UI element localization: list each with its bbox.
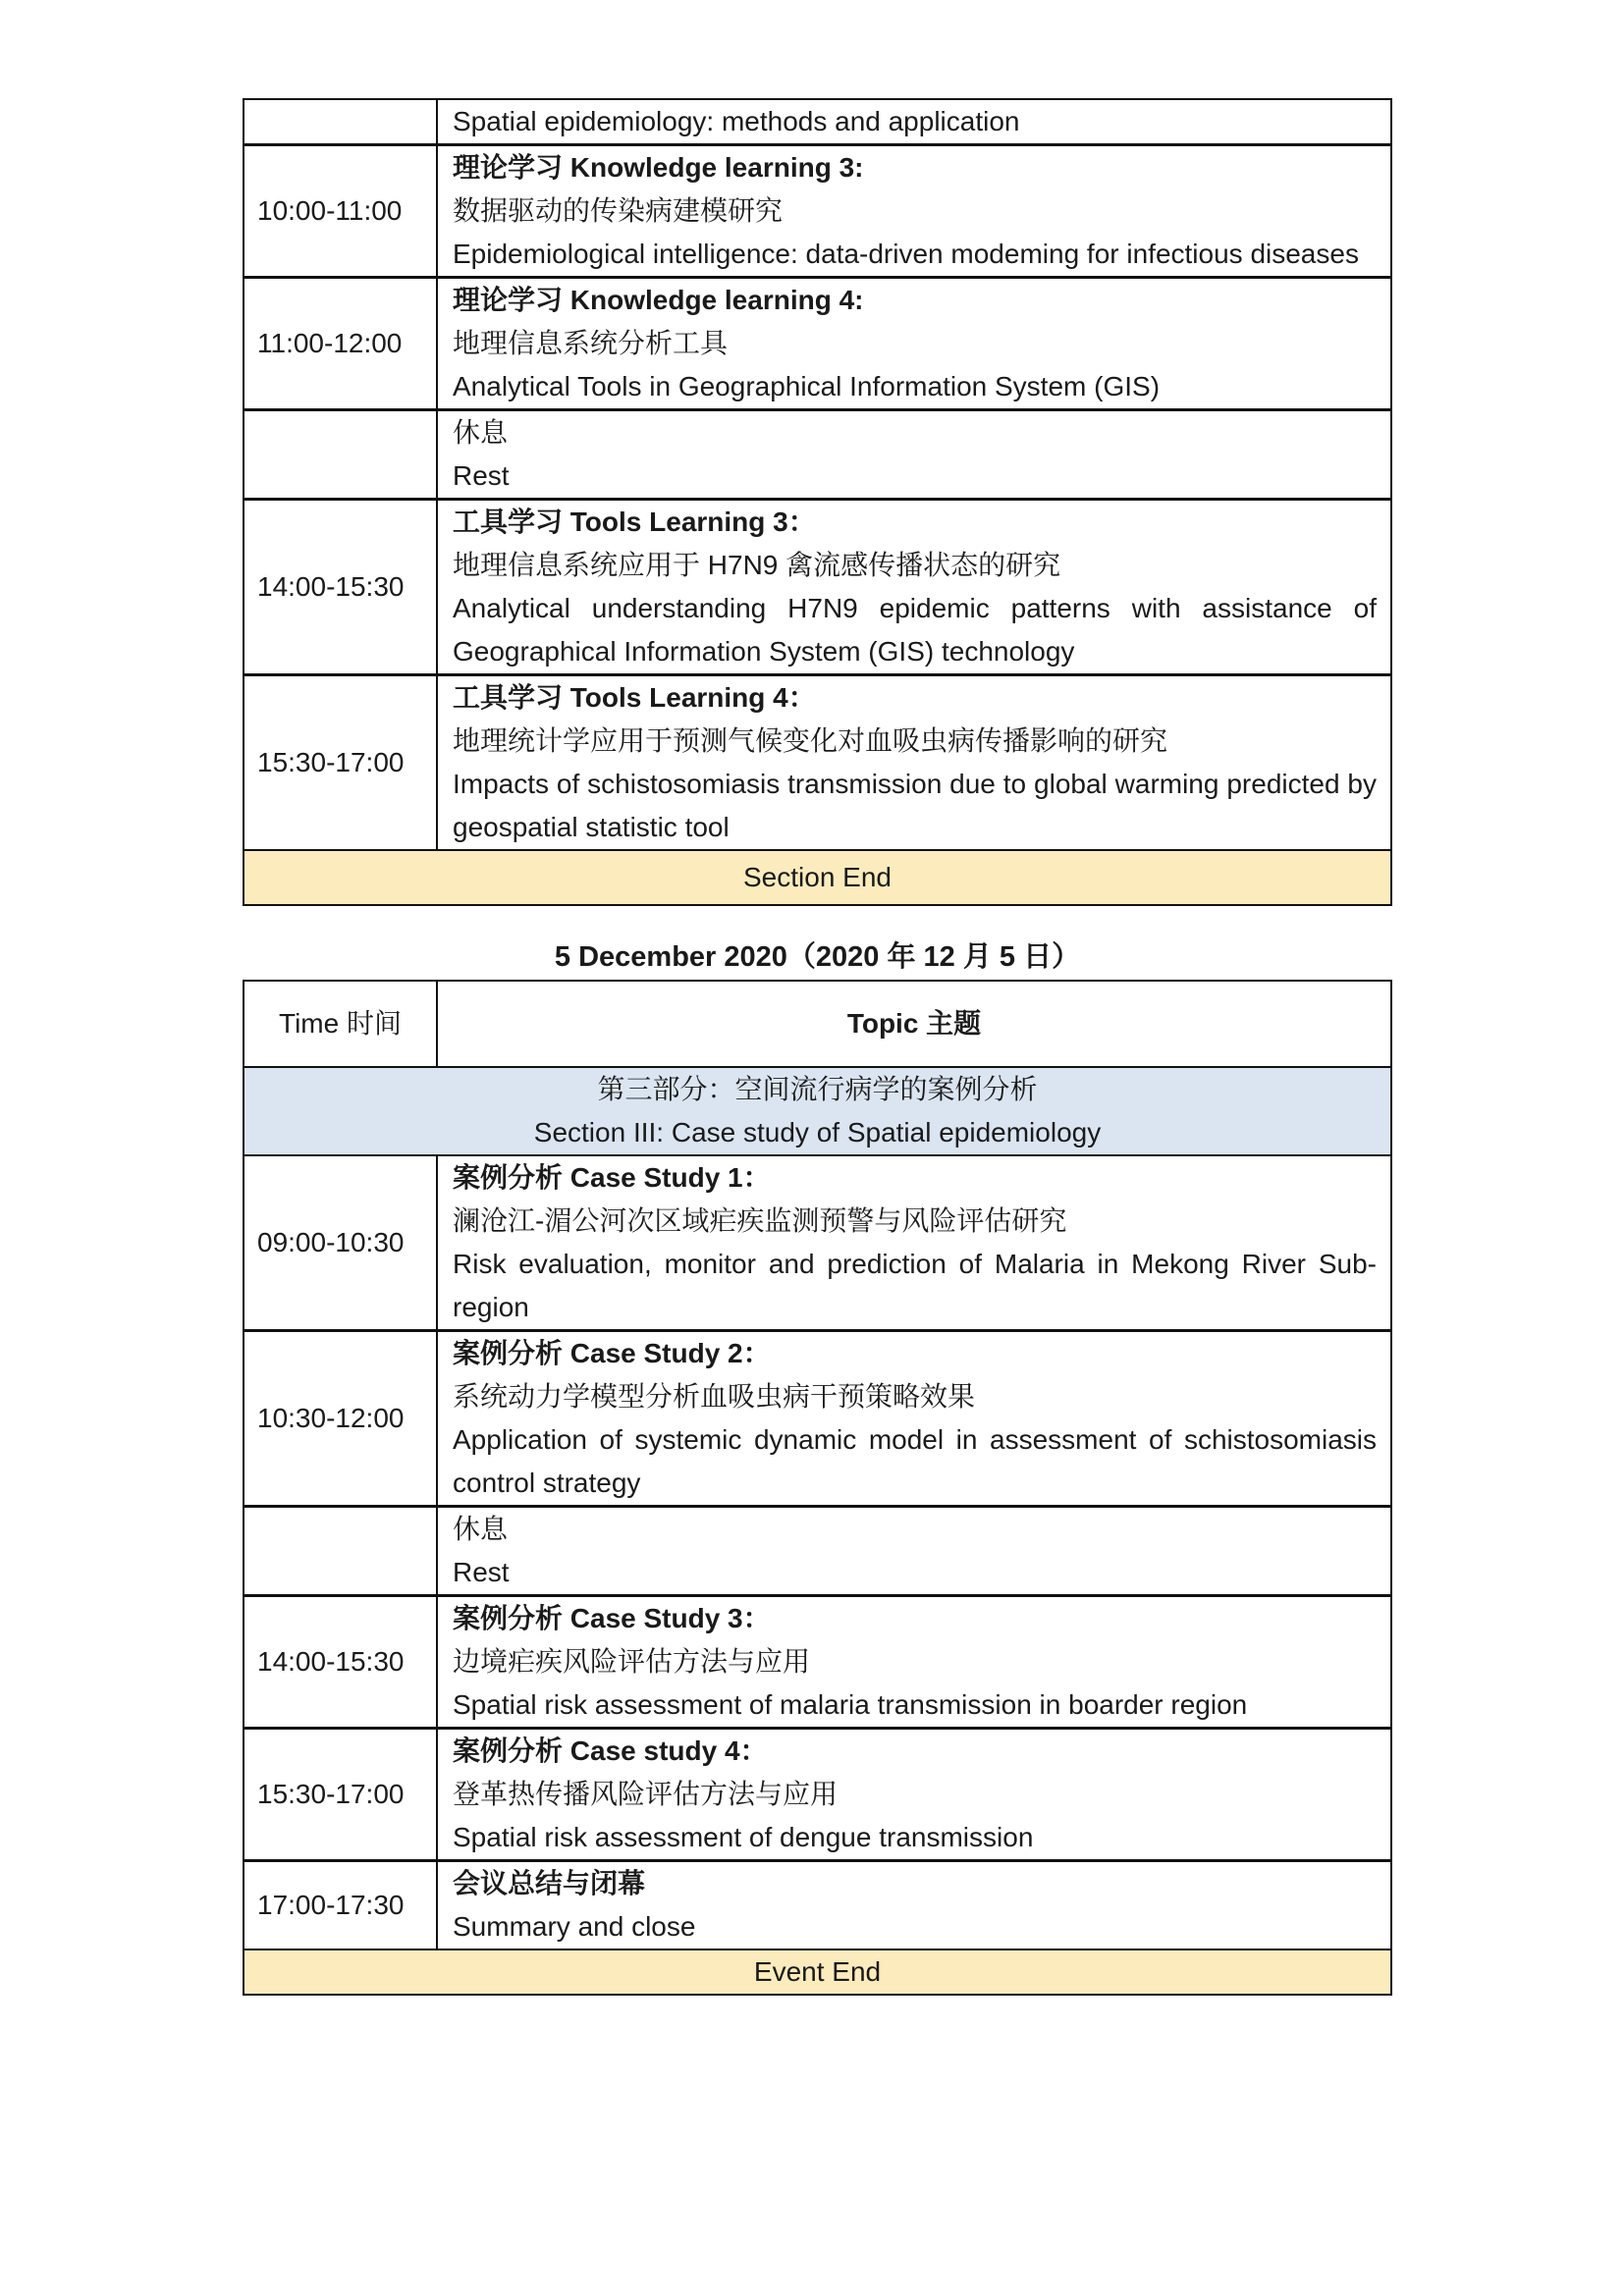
section-end-label: Section End: [244, 850, 1391, 905]
section-heading: [244, 1067, 1391, 1155]
topic-cell: [437, 1331, 1391, 1507]
topic-cell: [437, 1861, 1391, 1950]
topic-line: Analytical Tools in Geographical Information System (GIS): [453, 371, 1161, 401]
topic-heading: 工具学习 Tools Learning 4：: [453, 682, 816, 713]
time-cell: 17:00-17:30: [244, 1861, 437, 1950]
time-cell: 14:00-15:30: [244, 500, 437, 675]
time-cell: [244, 99, 437, 145]
topic-line: 边境疟疾风险评估方法与应用: [453, 1646, 811, 1677]
topic-line: 数据驱动的传染病建模研究: [453, 195, 784, 226]
topic-cell: [437, 675, 1391, 851]
topic-line: 澜沧江-湄公河次区域疟疾监测预警与风险评估研究: [453, 1205, 1067, 1236]
topic-heading: 案例分析 Case study 4：: [453, 1735, 768, 1766]
time-cell: 09:00-10:30: [244, 1155, 437, 1331]
header-topic: Topic 主题: [437, 981, 1391, 1067]
time-cell: 10:30-12:00: [244, 1331, 437, 1507]
topic-cell: [437, 99, 1391, 145]
topic-line: Rest: [453, 460, 510, 491]
schedule-row: [244, 278, 1391, 410]
schedule-table-day2: [243, 980, 1392, 1996]
section-heading-en: Section III: Case study of Spatial epidemiology: [533, 1117, 1102, 1148]
schedule-row: [244, 675, 1391, 851]
topic-line: Spatial epidemiology: methods and application: [453, 106, 1020, 136]
topic-line: 地理统计学应用于预测气候变化对血吸虫病传播影响的研究: [453, 725, 1168, 756]
topic-line: Rest: [453, 1557, 510, 1587]
topic-line: Analytical understanding H7N9 epidemic patterns with assistance of Geographical Information System (GIS) technology: [453, 593, 1377, 667]
topic-cell: [437, 145, 1391, 278]
topic-cell: [437, 278, 1391, 410]
schedule-row: [244, 1861, 1391, 1950]
topic-line: 地理信息系统应用于 H7N9 禽流感传播状态的研究: [453, 550, 1061, 580]
schedule-row: [244, 1507, 1391, 1596]
time-cell: 11:00-12:00: [244, 278, 437, 410]
schedule-row: [244, 99, 1391, 145]
schedule-row: [244, 410, 1391, 500]
topic-heading: 案例分析 Case Study 2：: [453, 1338, 771, 1368]
topic-line: 休息: [453, 1514, 509, 1544]
topic-line: Application of systemic dynamic model in assessment of schistosomiasis control strategy: [453, 1424, 1377, 1498]
topic-heading: 工具学习 Tools Learning 3：: [453, 507, 816, 537]
time-cell: 15:30-17:00: [244, 675, 437, 851]
schedule-row: [244, 1596, 1391, 1729]
topic-line: Summary and close: [453, 1911, 696, 1942]
topic-cell: [437, 410, 1391, 500]
date-title: 5 December 2020（2020 年 12 月 5 日）: [554, 941, 1081, 973]
topic-heading: 理论学习 Knowledge learning 4:: [453, 285, 864, 315]
topic-line: 休息: [453, 417, 509, 448]
topic-line: Spatial risk assessment of malaria transmission in boarder region: [453, 1689, 1248, 1720]
topic-line: Spatial risk assessment of dengue transmission: [453, 1822, 1034, 1852]
schedule-row: [244, 1155, 1391, 1331]
time-cell: [244, 410, 437, 500]
section-heading-cn: 第三部分：空间流行病学的案例分析: [597, 1074, 1038, 1104]
event-end-label: Event End: [244, 1949, 1391, 1995]
topic-line: Epidemiological intelligence: data-driven modeming for infectious diseases: [453, 239, 1359, 269]
topic-line: 登革热传播风险评估方法与应用: [453, 1779, 839, 1809]
time-cell: [244, 1507, 437, 1596]
topic-line: Risk evaluation, monitor and prediction of Malaria in Mekong River Sub-region: [453, 1249, 1377, 1322]
section-heading-row: [244, 1067, 1391, 1155]
topic-cell: [437, 1729, 1391, 1861]
header-time: Time 时间: [244, 981, 437, 1067]
schedule-row: [244, 1331, 1391, 1507]
section-end-row: [244, 850, 1391, 905]
schedule-table-day1-continued: [243, 98, 1392, 906]
event-end-row: [244, 1949, 1391, 1995]
topic-line: 地理信息系统分析工具: [453, 328, 729, 358]
schedule-row: [244, 500, 1391, 675]
topic-cell: [437, 1507, 1391, 1596]
topic-line: 系统动力学模型分析血吸虫病干预策略效果: [453, 1381, 976, 1412]
topic-heading: 会议总结与闭幕: [453, 1868, 646, 1898]
time-cell: 15:30-17:00: [244, 1729, 437, 1861]
time-cell: 14:00-15:30: [244, 1596, 437, 1729]
topic-heading: 案例分析 Case Study 1：: [453, 1162, 771, 1193]
topic-cell: [437, 1155, 1391, 1331]
topic-cell: [437, 1596, 1391, 1729]
schedule-row: [244, 145, 1391, 278]
topic-heading: 理论学习 Knowledge learning 3:: [453, 152, 864, 183]
topic-line: Impacts of schistosomiasis transmission due to global warming predicted by geospatial statistic tool: [453, 769, 1377, 842]
topic-heading: 案例分析 Case Study 3：: [453, 1603, 771, 1633]
table-header-row: [244, 981, 1391, 1067]
topic-cell: [437, 500, 1391, 675]
time-cell: 10:00-11:00: [244, 145, 437, 278]
schedule-row: [244, 1729, 1391, 1861]
